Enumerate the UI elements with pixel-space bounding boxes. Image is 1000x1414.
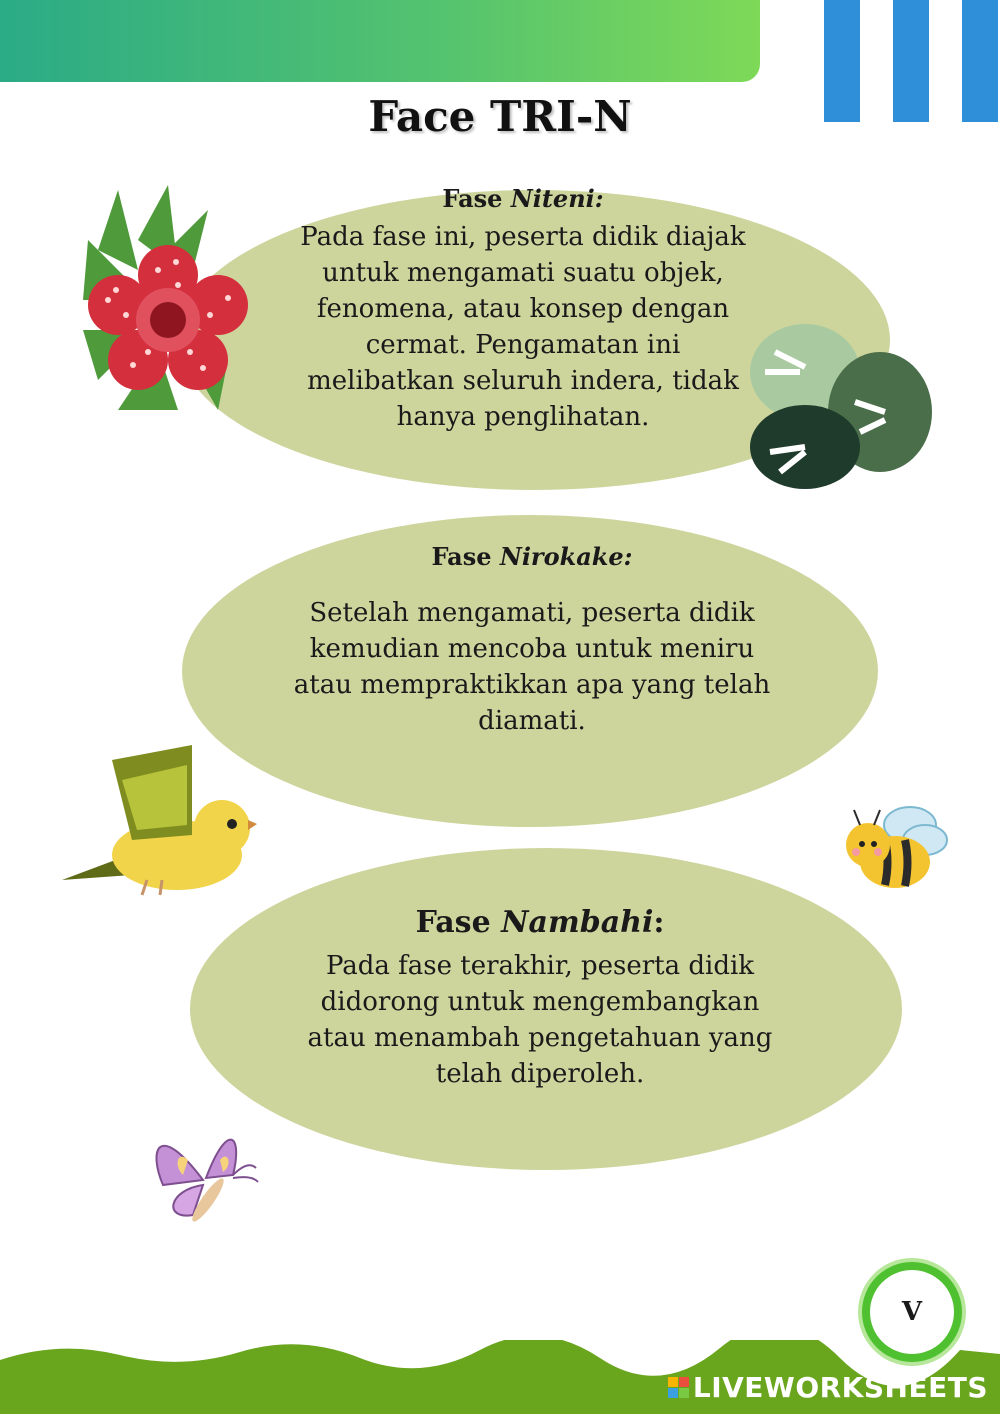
card-heading: Fase Nambahi: [415,905,665,940]
card-nirokake [290,542,774,739]
liveworksheets-logo [668,1371,988,1404]
page-title: Face TRI-N [368,92,632,141]
butterfly-icon [148,1120,263,1235]
card-body: Setelah mengamati, peserta didik kemudian mencoba untuk meniru atau mempraktikkan apa yang telah diamati. [293,598,771,736]
bird-icon [52,740,257,900]
card-nambahi [300,905,780,1092]
rafflesia-flower-icon [78,180,258,415]
card-body: Pada fase terakhir, peserta didik didorong untuk mengembangkan atau menambah pengetahuan yang telah diperoleh. [307,951,773,1089]
card-heading: Fase Nirokake: [431,542,633,571]
monstera-leaves-icon [745,312,935,492]
page-number: V [901,1297,923,1327]
brand-name: LIVEWORKSHEETS [692,1371,988,1404]
brand-mark-icon [668,1377,689,1398]
card-heading: Fase Niteni: [442,184,604,213]
bee-icon [840,800,950,895]
card-body: Pada fase ini, peserta didik diajak untuk mengamati suatu objek, fenomena, atau konsep dengan cermat. Pengamatan ini melibatkan seluruh indera, tidak hanya penglihatan. [300,222,746,432]
header-banner [0,0,760,82]
card-niteni [300,184,746,435]
